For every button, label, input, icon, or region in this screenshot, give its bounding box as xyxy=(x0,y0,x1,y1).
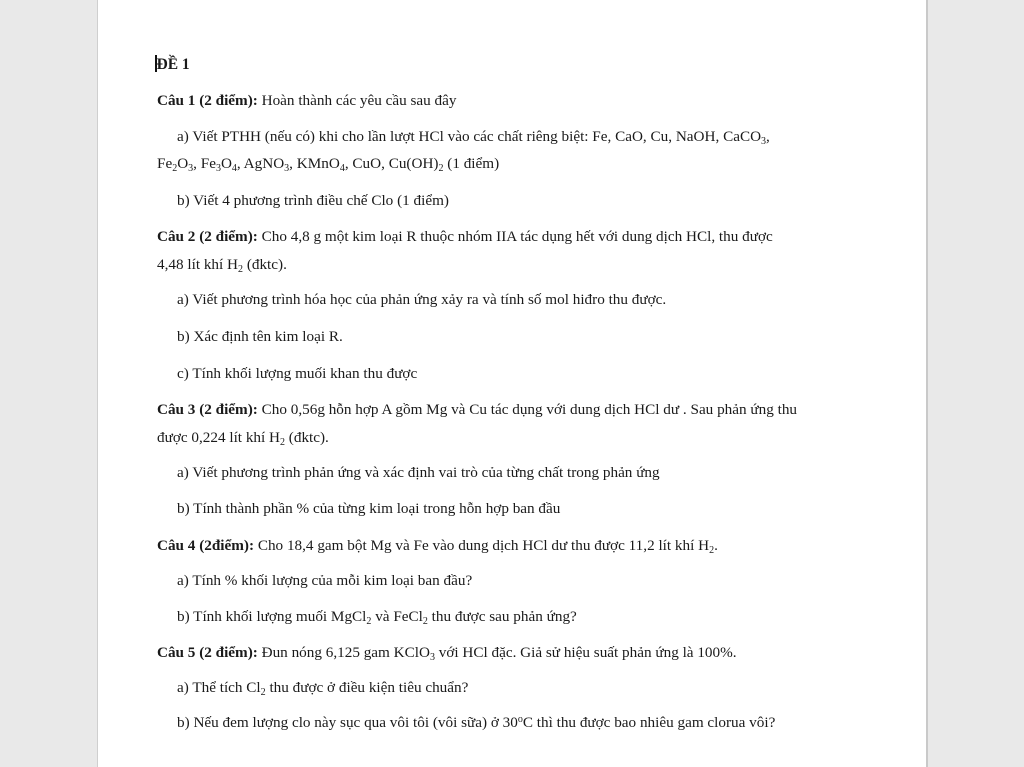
q1a2-p5: , AgNO xyxy=(236,155,285,172)
question-2-part-c: c) Tính khối lượng muối khan thu được xyxy=(177,365,418,382)
document-page[interactable] xyxy=(97,0,928,767)
q4b-p1: b) Tính khối lượng muối MgCl xyxy=(177,608,367,625)
q4b-s1: 2 xyxy=(366,616,372,627)
q4b-p2: và FeCl xyxy=(371,608,423,625)
q2-line2-sub: 2 xyxy=(238,264,244,275)
question-2-text: Cho 4,8 g một kim loại R thuộc nhóm IIA tác dụng hết với dung dịch HCl, thu được xyxy=(257,228,773,245)
question-5-label: Câu 5 (2 điểm): xyxy=(157,644,258,661)
q1a2-s4: 4 xyxy=(231,163,237,174)
question-2-part-b: b) Xác định tên kim loại R. xyxy=(177,328,343,345)
question-4-heading xyxy=(157,537,718,555)
q3-line2-sub: 2 xyxy=(280,437,285,448)
q1a-sub: 3 xyxy=(761,136,767,147)
q2-line2-b: (đktc). xyxy=(243,256,287,273)
q1a2-p4: O xyxy=(220,155,232,172)
q4b-s2: 2 xyxy=(422,616,428,627)
question-1-part-b: b) Viết 4 phương trình điều chế Clo (1 điểm) xyxy=(177,192,449,209)
q1a2-p7: , CuO, Cu(OH) xyxy=(344,155,439,172)
q1a-text: a) Viết PTHH (nếu có) khi cho lần lượt HCl vào các chất riêng biệt: Fe, CaO, Cu, NaOH, CaCO xyxy=(177,128,762,145)
q5b-p1: b) Nếu đem lượng clo này sục qua vôi tôi (vôi sữa) ở 30 xyxy=(177,714,518,731)
q1a2-p1: Fe xyxy=(157,155,173,172)
title-text: ĐỀ 1 xyxy=(156,56,190,73)
question-2-part-a: a) Viết phương trình hóa học của phản ứng xảy ra và tính số mol hiđro thu được. xyxy=(177,291,667,308)
q1a2-s1: 2 xyxy=(172,163,178,174)
q3-line2-b: (đktc). xyxy=(285,429,329,446)
document-title xyxy=(155,55,190,74)
q1a2-s7: 2 xyxy=(438,163,444,174)
question-2-heading xyxy=(157,228,773,246)
question-4-part-a: a) Tính % khối lượng của mỗi kim loại ban đầu? xyxy=(177,572,473,589)
q5a-p1: a) Thể tích Cl xyxy=(177,679,261,696)
q5-text-b: với HCl đặc. Giả sử hiệu suất phản ứng là 100%. xyxy=(434,644,737,661)
q1a2-s6: 4 xyxy=(339,163,345,174)
q4-text-end: . xyxy=(714,537,718,554)
q1a2-p2: O xyxy=(177,155,189,172)
q4-text-sub: 2 xyxy=(709,545,715,556)
question-2-label: Câu 2 (2 điểm): xyxy=(157,228,258,245)
q1a2-s5: 3 xyxy=(284,163,290,174)
question-1-heading xyxy=(157,92,456,110)
question-3-line2 xyxy=(157,429,329,447)
q5-text-a: Đun nóng 6,125 gam KClO xyxy=(257,644,430,661)
question-4-text: Cho 18,4 gam bột Mg và Fe vào dung dịch HCl dư thu được 11,2 lít khí H xyxy=(254,537,710,554)
question-5-heading xyxy=(157,644,737,662)
q1a2-p8: (1 điểm) xyxy=(443,155,500,172)
q4b-p3: thu được sau phản ứng? xyxy=(427,608,577,625)
q1a2-s2: 3 xyxy=(188,163,194,174)
question-3-text: Cho 0,56g hỗn hợp A gồm Mg và Cu tác dụng với dung dịch HCl dư . Sau phản ứng thu xyxy=(257,401,798,418)
question-3-label: Câu 3 (2 điểm): xyxy=(157,401,258,418)
q5a-p2: thu được ở điều kiện tiêu chuẩn? xyxy=(265,679,469,696)
q5b-p2: C thì thu được bao nhiêu gam clorua vôi? xyxy=(522,714,776,731)
q1a-end: , xyxy=(766,128,770,145)
q1a2-p3: , Fe xyxy=(193,155,216,172)
q5-text-sub: 3 xyxy=(429,652,435,663)
q1a2-s3: 3 xyxy=(215,163,221,174)
question-1-label: Câu 1 (2 điểm): xyxy=(157,92,258,109)
question-1-part-a-line1 xyxy=(177,128,770,146)
question-2-line2 xyxy=(157,256,287,274)
question-1-text: Hoàn thành các yêu cầu sau đây xyxy=(257,92,457,109)
question-3-part-a: a) Viết phương trình phản ứng và xác định vai trò của từng chất trong phản ứng xyxy=(177,464,660,481)
q1a2-p6: , KMnO xyxy=(289,155,340,172)
q3-line2-a: được 0,224 lít khí H xyxy=(157,429,280,446)
question-4-label: Câu 4 (2điểm): xyxy=(157,537,255,554)
question-3-heading xyxy=(157,401,797,419)
q5a-s1: 2 xyxy=(260,687,266,698)
question-4-part-b xyxy=(177,608,577,626)
right-background xyxy=(928,0,1024,767)
q5b-sup: o xyxy=(517,714,523,725)
q2-line2-a: 4,48 lít khí H xyxy=(157,256,239,273)
question-3-part-b: b) Tính thành phần % của từng kim loại trong hỗn hợp ban đầu xyxy=(177,500,561,517)
left-background xyxy=(0,0,95,767)
question-5-part-b xyxy=(177,714,775,732)
question-1-part-a-line2 xyxy=(157,155,499,173)
question-5-part-a xyxy=(177,679,468,697)
